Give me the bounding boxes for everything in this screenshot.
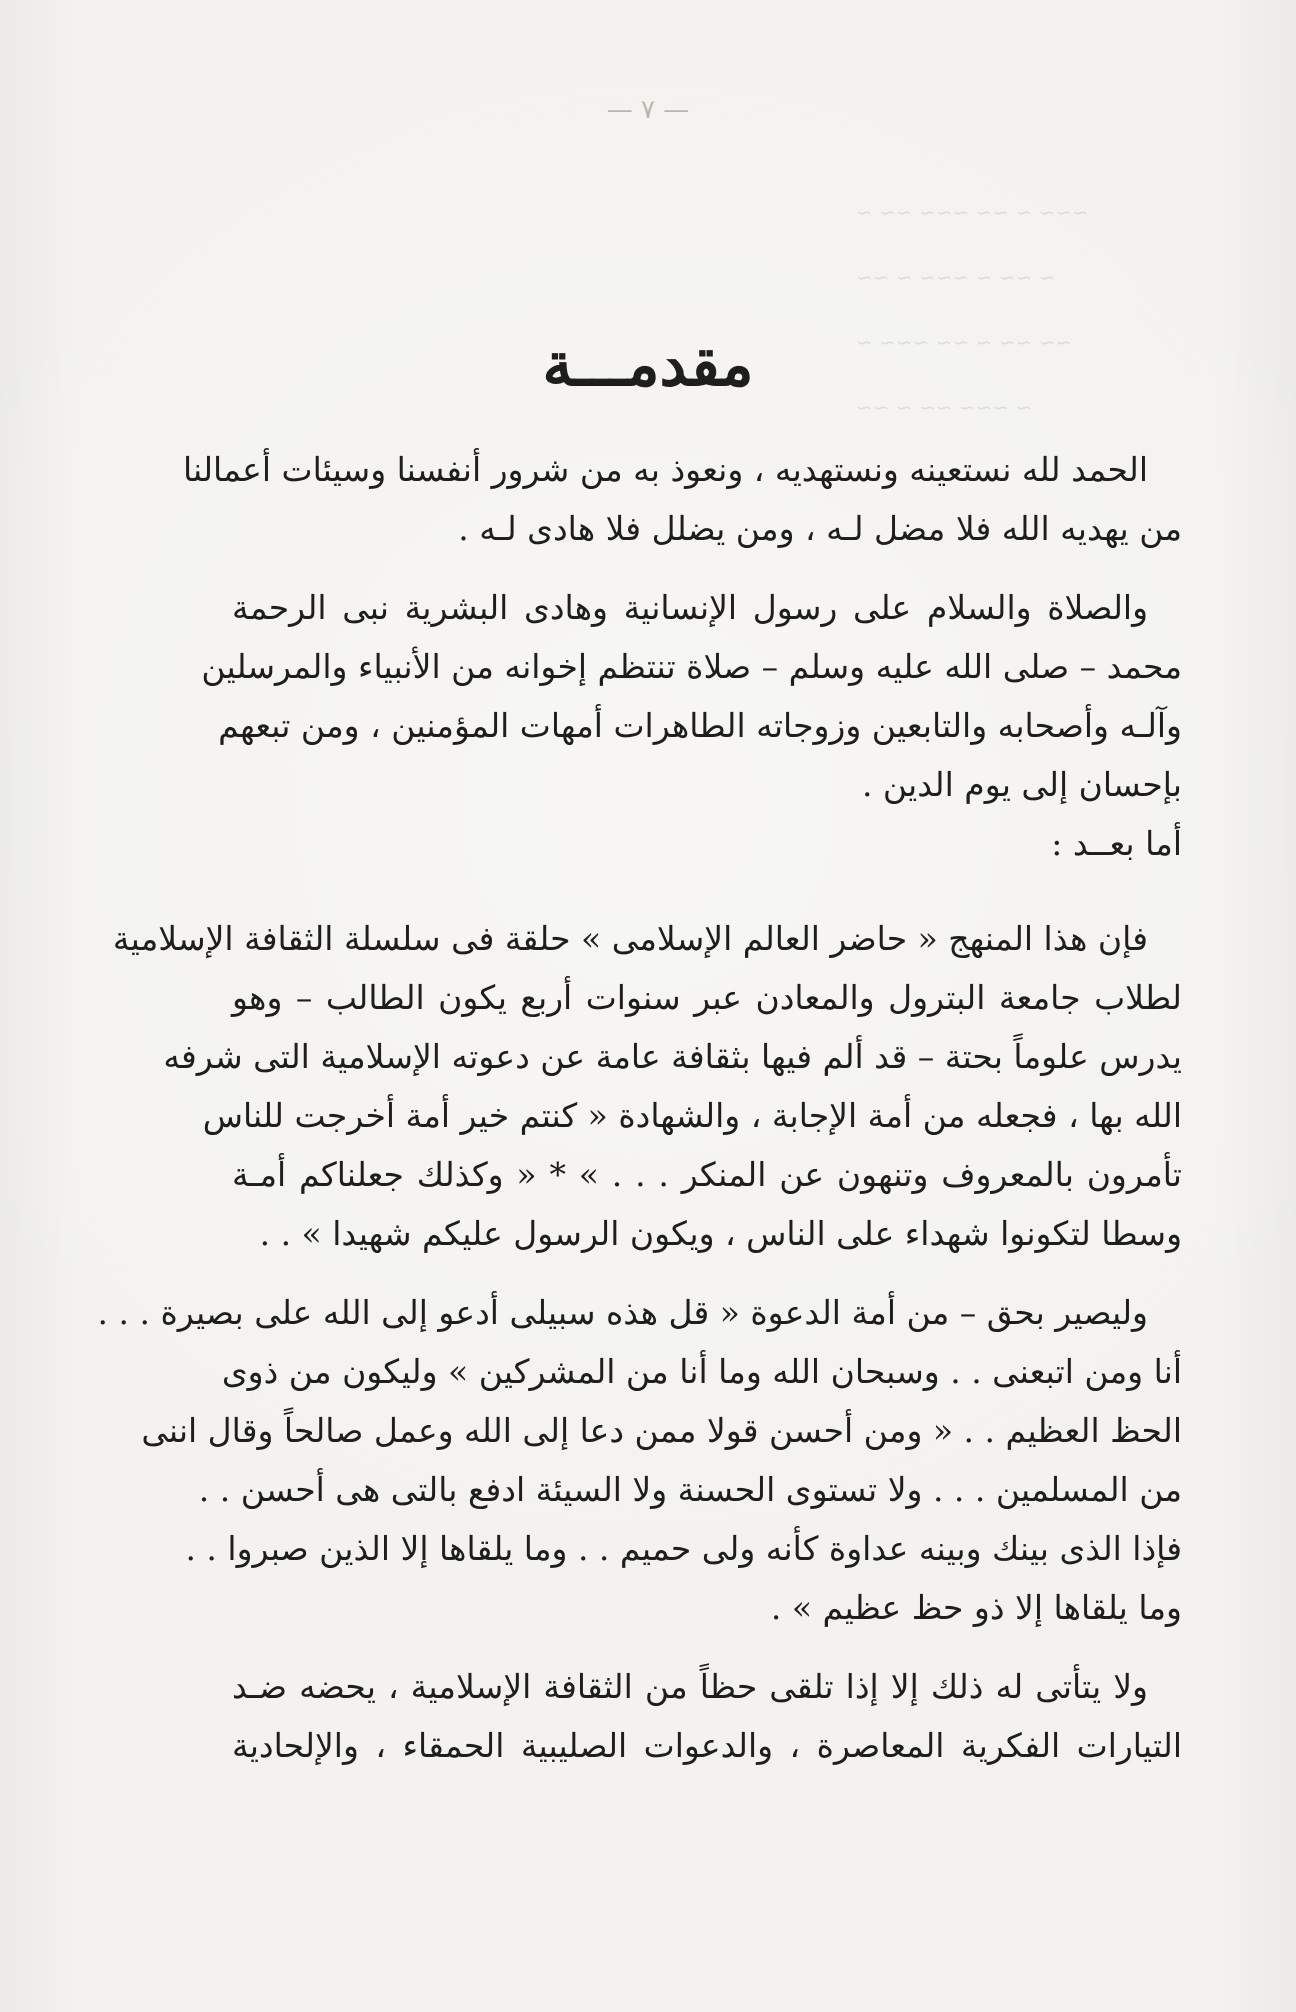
paragraph-culture bbox=[232, 1657, 1182, 1775]
text-line: والصلاة والسلام على رسول الإنسانية وهادى البشرية نبى الرحمة bbox=[232, 588, 1148, 627]
paragraph-dawah bbox=[97, 1283, 1182, 1637]
paragraph-curriculum bbox=[112, 909, 1182, 1263]
text-line: فإذا الذى بينك وبينه عداوة كأنه ولى حميم . . وما يلقاها إلا الذين صبروا . . bbox=[185, 1529, 1182, 1568]
text-line: الحمد لله نستعينه ونستهديه ، ونعوذ به من شرور أنفسنا وسيئات أعمالنا bbox=[182, 450, 1148, 489]
text-line: من يهديه الله فلا مضل لـه ، ومن يضلل فلا هادى لـه . bbox=[458, 509, 1182, 548]
paragraph-opening bbox=[182, 440, 1182, 558]
text-line: وسطا لتكونوا شهداء على الناس ، ويكون الرسول عليكم شهيدا » . . bbox=[259, 1214, 1182, 1253]
text-line: لطلاب جامعة البترول والمعادن عبر سنوات أربع يكون الطالب – وهو bbox=[232, 978, 1182, 1017]
text-line: من المسلمين . . . ولا تستوى الحسنة ولا السيئة ادفع بالتى هى أحسن . . bbox=[198, 1470, 1182, 1509]
bleed-through-text: ~ ~~ ~~~ ~~ ~ ~~~ bbox=[856, 200, 1089, 224]
text-line: يدرس علوماً بحتة – قد ألم فيها بثقافة عامة عن دعوته الإسلامية التى شرفه bbox=[163, 1037, 1182, 1076]
text-line: الحظ العظيم . . « ومن أحسن قولا ممن دعا إلى الله وعمل صالحاً وقال اننى bbox=[141, 1411, 1182, 1450]
text-line: بإحسان إلى يوم الدين . bbox=[861, 765, 1182, 804]
text-line: وآلـه وأصحابه والتابعين وزوجاته الطاهرات أمهات المؤمنين ، ومن تبعهم bbox=[218, 706, 1182, 745]
bleed-through-text: ~~ ~ ~~~ ~ ~~ ~ bbox=[856, 265, 1056, 289]
text-line: التيارات الفكرية المعاصرة ، والدعوات الصليبية الحمقاء ، والإلحادية bbox=[232, 1726, 1182, 1765]
text-line: وليصير بحق – من أمة الدعوة « قل هذه سبيلى أدعو إلى الله على بصيرة . . . bbox=[97, 1293, 1148, 1332]
bleed-through-text: ~ ~~~ ~~ ~ ~~ ~~ bbox=[856, 330, 1073, 354]
text-line: ولا يتأتى له ذلك إلا إذا تلقى حظاً من الثقافة الإسلامية ، يحضه ضـد bbox=[232, 1667, 1148, 1706]
paragraph-salutation bbox=[201, 578, 1182, 814]
text-line: الله بها ، فجعله من أمة الإجابة ، والشهادة « كنتم خير أمة أخرجت للناس bbox=[202, 1096, 1182, 1135]
text-line: محمد – صلى الله عليه وسلم – صلاة تنتظم إخوانه من الأنبياء والمرسلين bbox=[201, 647, 1182, 686]
page-number: — ٧ — bbox=[606, 95, 690, 125]
text-line: فإن هذا المنهج « حاضر العالم الإسلامى » حلقة فى سلسلة الثقافة الإسلامية bbox=[112, 919, 1148, 958]
text-line: وما يلقاها إلا ذو حظ عظيم » . bbox=[770, 1588, 1182, 1627]
paragraph-amma-baad bbox=[232, 814, 1182, 873]
text-line: أنا ومن اتبعنى . . وسبحان الله وما أنا من المشركين » وليكون من ذوى bbox=[221, 1352, 1182, 1391]
bleed-through-text: ~~ ~ ~~ ~~~ ~ bbox=[856, 395, 1033, 419]
page-title: مقدمـــة bbox=[542, 330, 754, 401]
text-line: أما بعــد : bbox=[1051, 824, 1182, 863]
text-line: تأمرون بالمعروف وتنهون عن المنكر . . . » * « وكذلك جعلناكم أمـة bbox=[232, 1155, 1182, 1194]
body-text bbox=[97, 440, 1182, 1775]
